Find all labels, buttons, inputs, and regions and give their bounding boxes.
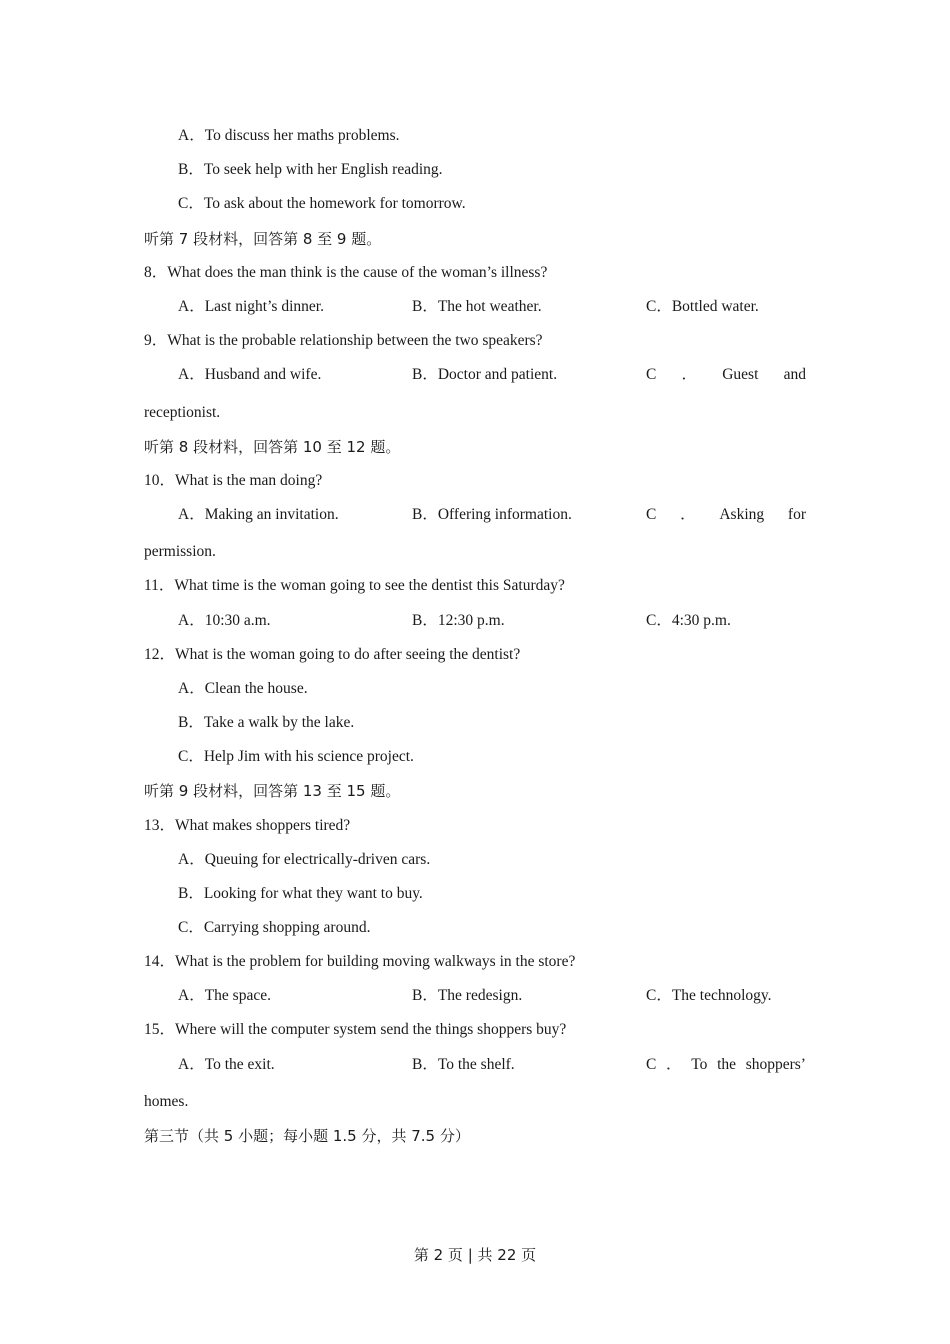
q13-text: 13．What makes shoppers tired? [144, 817, 351, 834]
q7-option-a: A．To discuss her maths problems. [178, 127, 400, 144]
q9-option-c-part: C [646, 366, 657, 383]
q13-option-c: C．Carrying shopping around. [178, 919, 371, 936]
q13-option-b: B．Looking for what they want to buy. [178, 885, 423, 902]
q12-text: 12．What is the woman going to do after seeing the dentist? [144, 646, 521, 663]
q9-option-c-continued: receptionist. [144, 404, 221, 421]
q13-option-a: A．Queuing for electrically-driven cars. [178, 851, 431, 868]
q9-option-a: A．Husband and wife. [178, 366, 322, 383]
q10-option-c-part: Asking [719, 506, 765, 523]
q15-option-c-part: shoppers’ [745, 1056, 806, 1073]
q9-option-c-part: ． [681, 366, 698, 383]
q15-option-c-part: ． [666, 1056, 682, 1073]
q9-option-b: B．Doctor and patient. [412, 366, 558, 383]
q15-option-c-part: To [691, 1056, 708, 1073]
page-footer: 第 2 页 | 共 22 页 [413, 1246, 537, 1264]
q7-option-c: C．To ask about the homework for tomorrow. [178, 195, 466, 212]
q9-option-c-part: Guest [722, 366, 759, 383]
q12-option-b: B．Take a walk by the lake. [178, 714, 355, 731]
q11-option-a: A．10:30 a.m. [178, 612, 271, 629]
q11-option-b: B．12:30 p.m. [412, 612, 505, 629]
q14-option-b: B．The redesign. [412, 987, 523, 1004]
q15-text: 15．Where will the computer system send the things shoppers buy? [144, 1021, 567, 1038]
section7-heading: 听第 7 段材料，回答第 8 至 9 题。 [144, 230, 382, 248]
q7-option-b: B．To seek help with her English reading. [178, 161, 443, 178]
section8-heading: 听第 8 段材料，回答第 10 至 12 题。 [144, 438, 401, 456]
q12-option-a: A．Clean the house. [178, 680, 308, 697]
q14-option-c: C．The technology. [646, 987, 772, 1004]
q10-option-c-part: ． [680, 506, 696, 523]
q9-option-c [646, 365, 806, 385]
q14-text: 14．What is the problem for building moving walkways in the store? [144, 953, 576, 970]
q10-text: 10．What is the man doing? [144, 472, 323, 489]
q10-option-c-part: for [787, 506, 806, 523]
q14-option-a: A．The space. [178, 987, 271, 1004]
q9-option-c-part: and [783, 366, 806, 383]
q8-option-b: B．The hot weather. [412, 298, 542, 315]
q15-option-b: B．To the shelf. [412, 1056, 515, 1073]
q8-option-a: A．Last night’s dinner. [178, 298, 324, 315]
q15-option-a: A．To the exit. [178, 1056, 275, 1073]
q15-option-c [646, 1055, 806, 1075]
q8-option-c: C．Bottled water. [646, 298, 759, 315]
q9-text: 9．What is the probable relationship between the two speakers? [144, 332, 543, 349]
q12-option-c: C．Help Jim with his science project. [178, 748, 414, 765]
q10-option-c-part: C [646, 506, 657, 523]
q10-option-c-continued: permission. [144, 543, 216, 560]
q11-text: 11．What time is the woman going to see the dentist this Saturday? [144, 577, 565, 594]
q15-option-c-part: the [717, 1056, 736, 1073]
q10-option-c [646, 505, 806, 525]
part3-heading: 第三节（共 5 小题；每小题 1.5 分，共 7.5 分） [144, 1127, 470, 1145]
q10-option-b: B．Offering information. [412, 506, 572, 523]
q15-option-c-part: C [646, 1056, 657, 1073]
section9-heading: 听第 9 段材料，回答第 13 至 15 题。 [144, 782, 401, 800]
q15-option-c-continued: homes. [144, 1093, 189, 1110]
q11-option-c: C．4:30 p.m. [646, 612, 731, 629]
q8-text: 8．What does the man think is the cause of the woman’s illness? [144, 264, 548, 281]
q10-option-a: A．Making an invitation. [178, 506, 339, 523]
